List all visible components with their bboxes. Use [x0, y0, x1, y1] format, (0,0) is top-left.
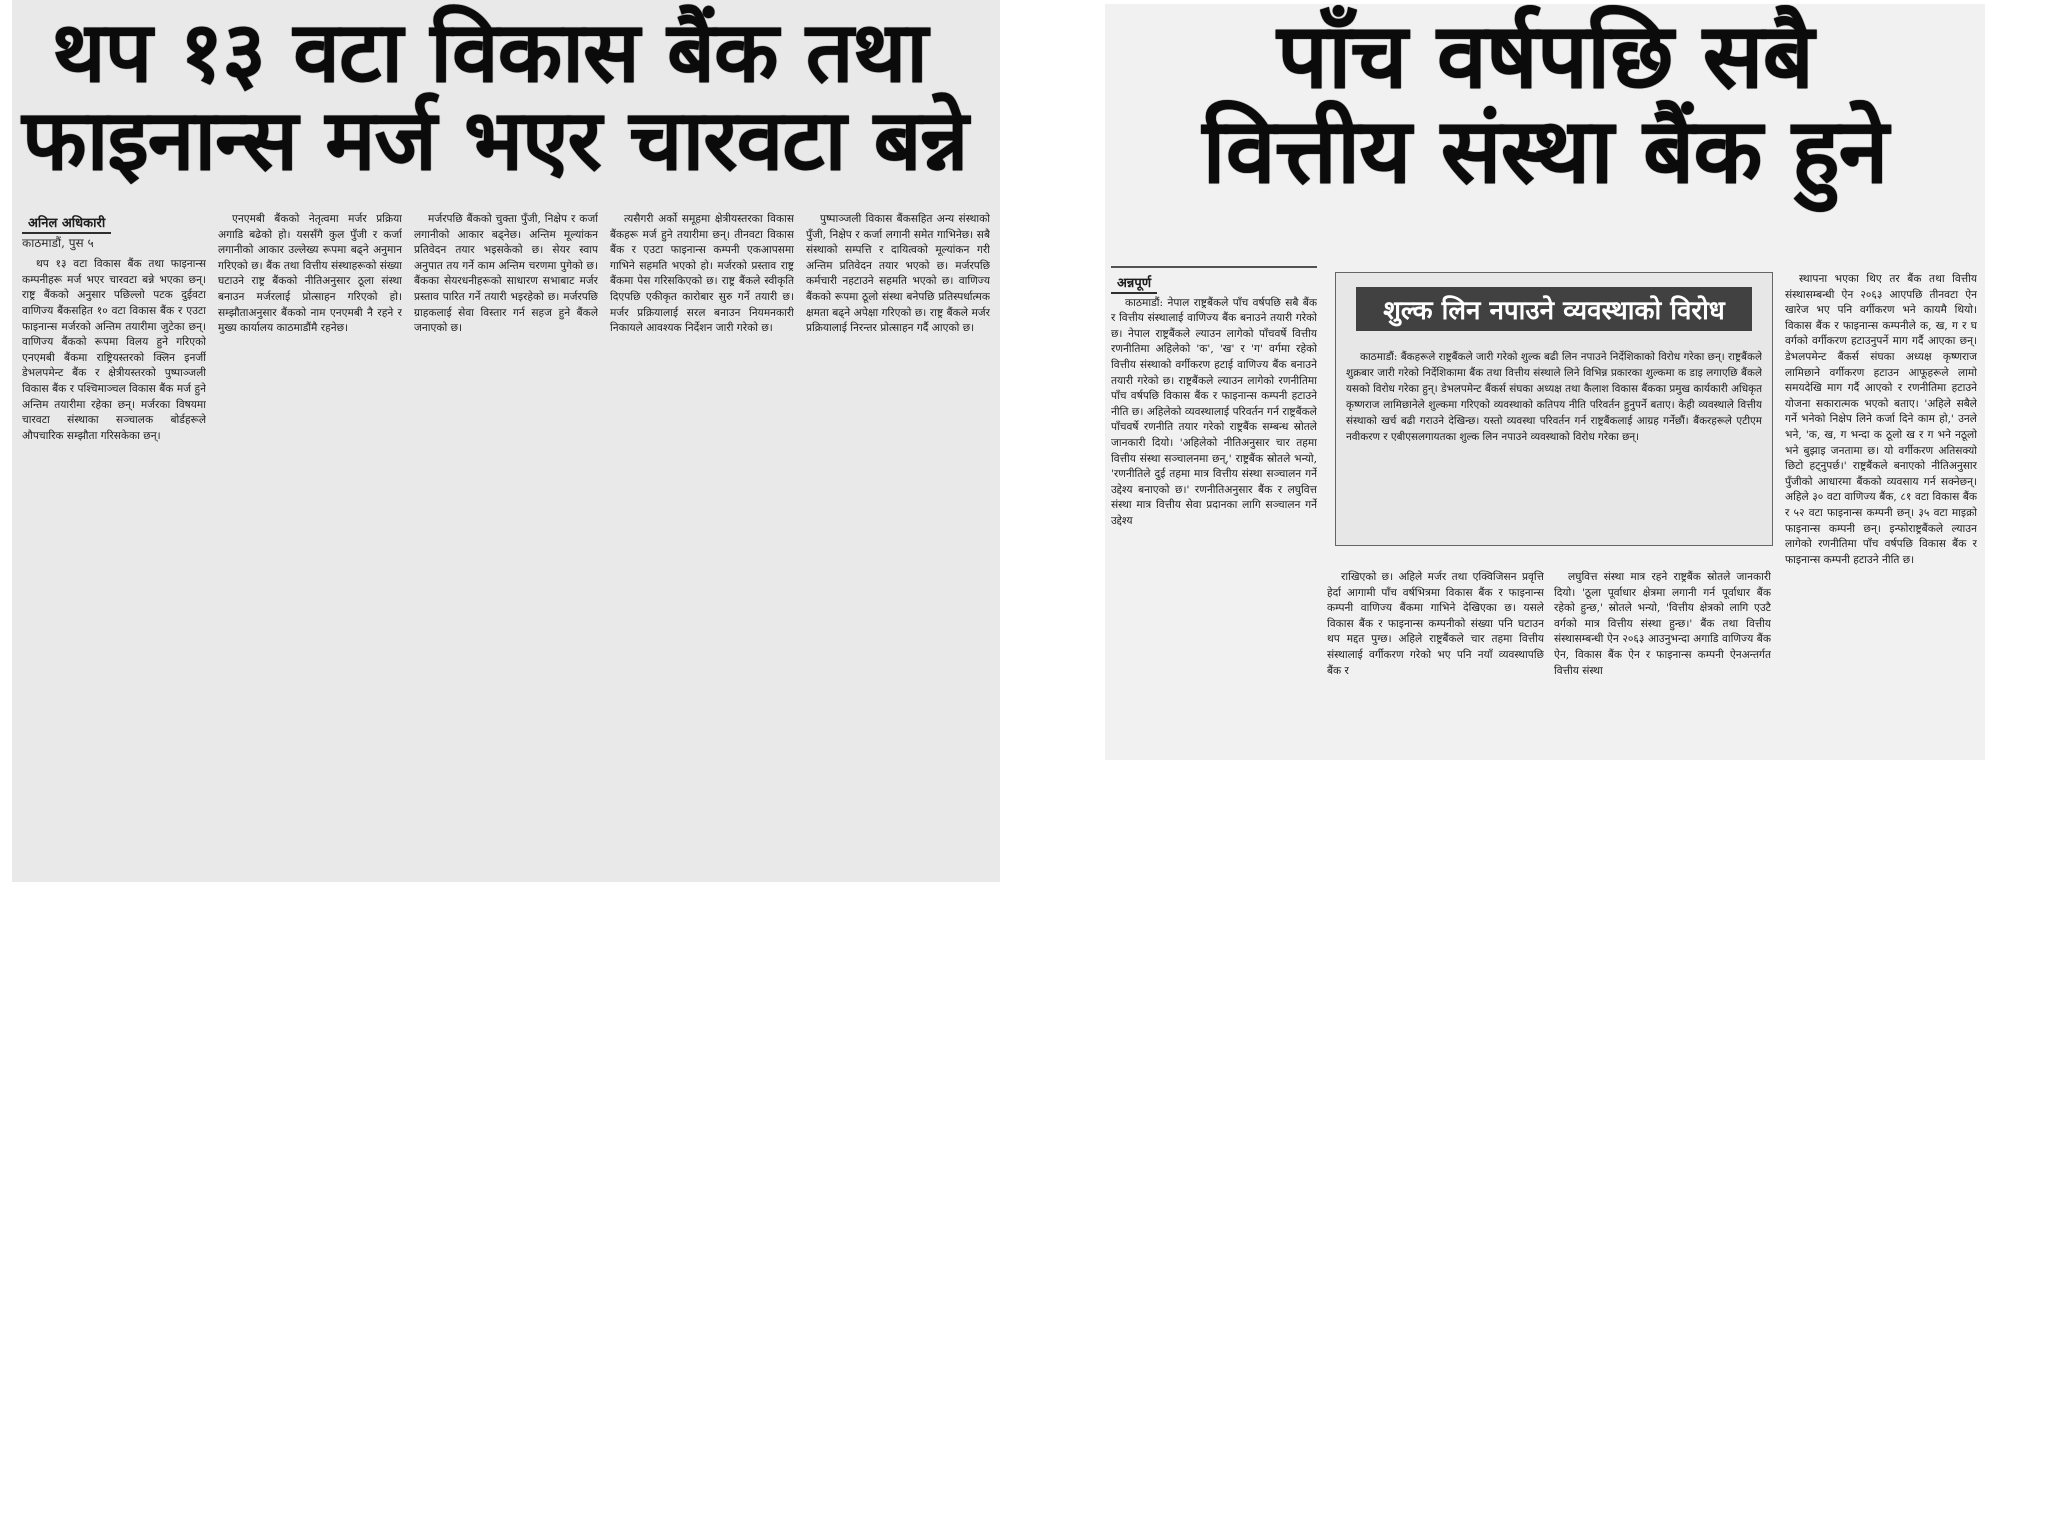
right-headline [1105, 4, 1985, 204]
right-column-3 [1554, 570, 1771, 752]
sidebar-box-title: शुल्क लिन नपाउने व्यवस्थाको विरोध [1356, 287, 1752, 331]
sidebar-box-text [1346, 349, 1762, 539]
right-column-text: स्थापना भएका थिए तर बैंक तथा वित्तीय संस्थासम्बन्धी ऐन २०६३ आएपछि तीनवटा ऐन खारेज भए पनि वर्गीकरण भने कायमै थियो। विकास बैंक र फाइनान्स कम्पनीले क, ख, ग र घ वर्गको वर्गीकरण हटाउनुपर्ने माग गर्दै आएका छन्। डेभलपमेन्ट बैंकर्स संघका अध्यक्ष कृष्णराज लामिछाने वर्गीकरण हटाउन आफूहरूले लामो समयदेखि माग गर्दै आएको र रणनीतिमा हटाउने योजना सकारात्मक भएको बताए। 'अहिले सबैले गर्ने भनेको निक्षेप लिने कर्जा दिने काम हो,' उनले भने, 'क, ख, ग भन्दा क ठूलो ख र ग भने नठूलो भने बुझाइ जनतामा छ। यो वर्गीकरण अतिसक्यो छिटो हट्नुपर्छ।' राष्ट्रबैंकले बनाएको नीतिअनुसार पुँजीको आधारमा बैंकको व्यवसाय गर्न सक्नेछन्। अहिले ३० वटा वाणिज्य बैंक, ८१ वटा विकास बैंक र ५२ वटा फाइनान्स कम्पनी छन्। ३५ वटा माइक्रो फाइनान्स कम्पनी छन्। इन्फोराष्ट्रबैंकले ल्याउन लागेको रणनीतिमा पाँच वर्षपछि विकास बैंक र फाइनान्स कम्पनी हटाउने नीति छ। [1785, 273, 1977, 566]
left-column-4 [610, 212, 794, 874]
left-byline: अनिल अधिकारी [22, 216, 111, 234]
right-column-4 [1785, 272, 1977, 752]
right-column-1 [1111, 272, 1317, 752]
sidebar-box [1335, 272, 1773, 546]
left-column-text: मर्जरपछि बैंकको चुक्ता पुँजी, निक्षेप र कर्जा लगानीको आकार बढ्नेछ। अन्तिम मूल्यांकन प्रतिवेदन तयार भइसकेको छ। सेयर स्वाप अनुपात तय गर्ने काम अन्तिम चरणमा पुगेको छ। बैंकका सेयरधनीहरूको साधारण सभाबाट मर्जर प्रस्ताव पारित गर्ने तयारी भइरहेको छ। मर्जरपछि ग्राहकलाई सेवा विस्तार गर्न सहज हुने बैंकले जनाएको छ। [414, 213, 598, 335]
left-headline [12, 0, 1000, 190]
sidebar-box-paragraph: काठमाडौं: बैंकहरूले राष्ट्रबैंकले जारी गरेको शुल्क बढी लिन नपाउने निर्देशिकाको विरोध गरेका छन्। राष्ट्रबैंकले शुक्रबार जारी गरेको निर्देशिकामा बैंक तथा वित्तीय संस्थाले लिने विभिन्न प्रकारका शुल्कमा क डाइ लगाएछि बैंकले यसको विरोध गरेका हुन्। डेभलपमेन्ट बैंकर्स संघका अध्यक्ष तथा कैलाश विकास बैंकका प्रमुख कार्यकारी अधिकृत कृष्णराज लामिछानेले शुल्कमा गरिएको व्यवस्थाको कतिपय नीति परिवर्तन हुनुपर्ने बताए। केही व्यवस्थाले वित्तीय संस्थाको खर्च बढी गराउने देखिन्छ। यस्तो व्यवस्था परिवर्तन गर्न राष्ट्रबैंकलाई आग्रह गर्नेछौं। बैंकरहरूले एटीएम नवीकरण र एबीएसलगायतका शुल्क लिन नपाउने व्यवस्थाको विरोध गरेका छन्। [1346, 351, 1762, 443]
left-column-text: थप १३ वटा विकास बैंक तथा फाइनान्स कम्पनीहरू मर्ज भएर चारवटा बन्ने भएका छन्। राष्ट्र बैंकको अनुसार पछिल्लो पटक दुईवटा वाणिज्य बैंकसहित १० वटा विकास बैंक र एउटा फाइनान्स मर्जरको अन्तिम तयारीमा जुटेका छन्। वाणिज्य बैंकको रूपमा विलय हुने गरिएको एनएमबी बैंकमा राष्ट्रियस्तरको क्लिन इनर्जी डेभलपमेन्ट बैंक र क्षेत्रीयस्तरको पुष्पाञ्जली विकास बैंक र पश्चिमाञ्चल विकास बैंक मर्ज हुने अन्तिम तयारीमा रहेका छन्। मर्जरका विषयमा चारवटा संस्थाका सञ्चालक बोर्डहरूले औपचारिक सम्झौता गरिसकेका छन्। [22, 258, 206, 442]
left-headline-line2: फाइनान्स मर्ज भएर चारवटा बन्ने [22, 91, 968, 190]
right-headline-line1: पाँच वर्षपछि सबै [1276, 4, 1814, 109]
right-column-text: काठमाडौं: नेपाल राष्ट्रबैंकले पाँच वर्षपछि सबै बैंक र वित्तीय संस्थालाई वाणिज्य बैंक बनाउने तयारी गरेको छ। नेपाल राष्ट्रबैंकले ल्याउन लागेको पाँचवर्षे वित्तीय रणनीतिमा अहिलेको 'क', 'ख' र 'ग' वर्गमा रहेको वित्तीय संस्थाको वर्गीकरण हटाई वाणिज्य बैंक बनाउने तयारी गरेको छ। राष्ट्रबैंकले ल्याउन लागेको रणनीतिमा पाँच वर्षपछि विकास बैंक र फाइनान्स कम्पनी हटाउने नीति छ। अहिलेको व्यवस्थालाई परिवर्तन गर्न राष्ट्रबैंकले पाँचवर्षे रणनीति तयार गरेको राष्ट्रबैंक सम्बन्ध स्रोतले जानकारी दियो। 'अहिलेको नीतिअनुसार चार तहमा वित्तीय संस्था सञ्चालनमा छन्,' राष्ट्रबैंक स्रोतले भन्यो, 'रणनीतिले दुई तहमा मात्र वित्तीय संस्था सञ्चालन गर्ने उद्देश्य बनाएको छ।' रणनीतिअनुसार बैंक र लघुवित्त संस्था मात्र वित्तीय सेवा प्रदानका लागि सञ्चालन गर्ने उद्देश्य [1111, 296, 1317, 527]
right-headline-line2: वित्तीय संस्था बैंक हुने [1202, 98, 1888, 204]
left-column-2 [218, 212, 402, 874]
left-column-text: एनएमबी बैंकको नेतृत्वमा मर्जर प्रक्रिया अगाडि बढेको हो। यससँगै कुल पुँजी र कर्जा लगानीको आकार उल्लेख्य रूपमा बढ्ने अनुमान गरिएको छ। बैंक तथा वित्तीय संस्थाहरूको संख्या घटाउने राष्ट्र बैंकको नीतिअनुसार ठूला संस्था बनाउन मर्जरलाई प्रोत्साहन गरिएको हो। सम्झौताअनुसार बैंकको नाम एनएमबी नै रहने र मुख्य कार्यालय काठमाडौंमै रहनेछ। [218, 213, 402, 335]
left-article-columns [22, 212, 990, 874]
right-under-columns [1327, 570, 1771, 752]
left-headline-line1: थप १३ वटा विकास बैंक तथा [52, 3, 928, 101]
left-column-1 [22, 212, 206, 874]
left-news-clipping [12, 0, 1000, 882]
left-column-text: त्यसैगरी अर्को समूहमा क्षेत्रीयस्तरका विकास बैंकहरू मर्ज हुने तयारीमा छन्। तीनवटा विकास बैंक र एउटा फाइनान्स कम्पनी एकआपसमा गाभिने सहमति भएको हो। मर्जरको प्रस्ताव राष्ट्र बैंकमा पेस गरिसकिएको छ। राष्ट्र बैंकले स्वीकृति दिएपछि एकीकृत कारोबार सुरु गर्ने तयारी छ। मर्जर प्रक्रियालाई सरल बनाउन नियमनकारी निकायले आवश्यक निर्देशन जारी गरेको छ। [610, 213, 794, 335]
right-column-2 [1327, 570, 1544, 752]
right-column-text: राखिएको छ। अहिले मर्जर तथा एक्विजिसन प्रवृत्ति हेर्दा आगामी पाँच वर्षभित्रमा विकास बैंक र फाइनान्स कम्पनी वाणिज्य बैंकमा गाभिने देखिएका छ। यसले विकास बैंक र फाइनान्स कम्पनीको संख्या पनि घटाउन थप मद्दत पुग्छ। अहिले राष्ट्रबैंकले चार तहमा वित्तीय संस्थालाई वर्गीकरण गरेको भए पनि नयाँ व्यवस्थापछि बैंक र [1327, 571, 1544, 677]
right-news-clipping [1105, 4, 1985, 760]
right-column-text: लघुवित्त संस्था मात्र रहने राष्ट्रबैंक स्रोतले जानकारी दियो। 'ठूला पूर्वाधार क्षेत्रमा लगानी गर्न पूर्वाधार बैंक रहेको हुन्छ,' स्रोतले भन्यो, 'वित्तीय क्षेत्रको लागि एउटै वर्गको मात्र वित्तीय संस्था हुन्छ।' बैंक तथा वित्तीय संस्थासम्बन्धी ऐन २०६३ आउनुभन्दा अगाडि वाणिज्य बैंक ऐन, विकास बैंक ऐन र फाइनान्स कम्पनी ऐनअन्तर्गत वित्तीय संस्था [1554, 571, 1771, 677]
left-column-5 [806, 212, 990, 874]
left-column-text: पुष्पाञ्जली विकास बैंकसहित अन्य संस्थाको पुँजी, निक्षेप र कर्जा लगानी समेत गाभिनेछ। सबै संस्थाको सम्पत्ति र दायित्वको मूल्यांकन गरी अन्तिम प्रतिवेदन तयार भएको छ। मर्जरपछि कर्मचारी नहटाउने सहमति भएको छ। वाणिज्य बैंकको रूपमा ठूलो संस्था बनेपछि प्रतिस्पर्धात्मक क्षमता बढ्ने अपेक्षा गरिएको छ। राष्ट्र बैंकले मर्जर प्रक्रियालाई निरन्तर प्रोत्साहन गर्दै आएको छ। [806, 213, 990, 335]
left-column-3 [414, 212, 598, 874]
byline-rule [1111, 266, 1317, 268]
left-dateline: काठमाडौं, पुस ५ [22, 235, 94, 250]
right-byline: अन्नपूर्ण [1111, 276, 1157, 294]
